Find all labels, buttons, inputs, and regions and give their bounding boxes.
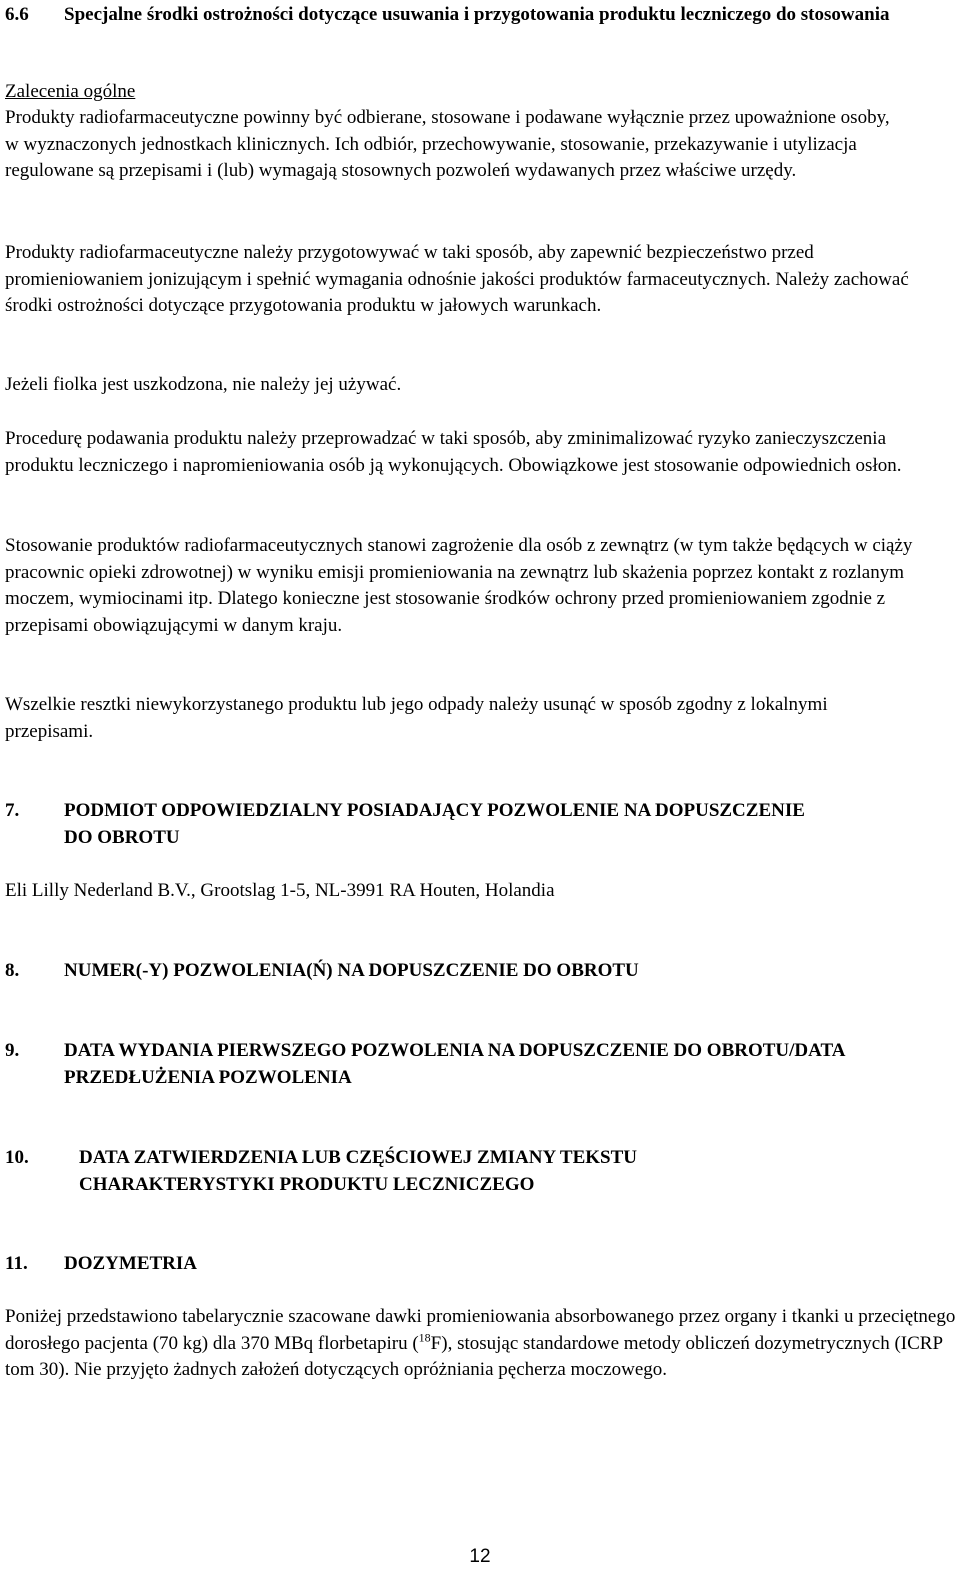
paragraph: Produkty radiofarmaceutyczne należy przygotowywać w taki sposób, aby zapewnić bezpieczeństwo przed promieniowaniem jonizującym i spełnić wymagania odnośnie jakości produktów farmaceutycznych. Należy zachować środki ostrożności dotyczące przygotowania produktu w jałowych warunkach. — [5, 242, 909, 317]
section-number: 11. — [5, 1253, 28, 1274]
section-9-heading — [5, 1038, 885, 1091]
marketing-authorisation-holder: Eli Lilly Nederland B.V., Grootslag 1-5, NL-3991 RA Houten, Holandia — [5, 880, 555, 901]
section-11-heading — [5, 1251, 960, 1278]
section-title: Specjalne środki ostrożności dotyczące usuwania i przygotowania produktu leczniczego do stosowania — [64, 4, 890, 25]
section-title: NUMER(-Y) POZWOLENIA(Ń) NA DOPUSZCZENIE DO OBROTU — [64, 960, 639, 981]
section-number: 6.6 — [5, 4, 29, 25]
isotope-mass-number: 18 — [418, 1330, 431, 1345]
section-10-heading — [5, 1145, 805, 1198]
section-number: 10. — [5, 1147, 29, 1168]
section-7-heading — [5, 798, 805, 851]
dosimetry-text-part-1: Poniżej przedstawiono tabelarycznie szacowane dawki promieniowania absorbowanego przez organy i tkanki u przeciętnego dorosłego pacjenta (70 kg) dla 370 MBq florbetapiru ( — [5, 1306, 956, 1354]
dosimetry-paragraph — [5, 1304, 960, 1384]
section-title: PODMIOT ODPOWIEDZIALNY POSIADAJĄCY POZWOLENIE NA DOPUSZCZENIE DO OBROTU — [64, 800, 805, 848]
section-number: 8. — [5, 960, 20, 981]
paragraph: Stosowanie produktów radiofarmaceutycznych stanowi zagrożenie dla osób z zewnątrz (w tym także będących w ciąży pracownic opieki zdrowotnej) w wyniku emisji promieniowania na zewnątrz lub skażenia poprzez kontakt z rozlanym moczem, wymiocinami itp. Dlatego konieczne jest stosowanie środków ochrony przed promieniowaniem zgodnie z przepisami obowiązującymi w danym kraju. — [5, 535, 913, 636]
paragraph: Procedurę podawania produktu należy przeprowadzać w taki sposób, aby zminimalizować ryzyko zanieczyszczenia produktu leczniczego i napromieniowania osób ją wykonujących. Obowiązkowe jest stosowanie odpowiednich osłon. — [5, 428, 902, 476]
section-number: 9. — [5, 1040, 20, 1061]
section-6-6-heading — [5, 2, 960, 29]
section-title: DATA ZATWIERDZENIA LUB CZĘŚCIOWEJ ZMIANY TEKSTU CHARAKTERYSTYKI PRODUKTU LECZNICZEGO — [79, 1147, 637, 1195]
page-number: 12 — [469, 1546, 491, 1567]
section-8-heading — [5, 958, 960, 985]
paragraph: Jeżeli fiolka jest uszkodzona, nie należy jej używać. — [5, 374, 402, 395]
dosimetry-text-part-2: F), stosując standardowe metody obliczeń dozymetrycznych (ICRP tom 30). Nie przyjęto żadnych założeń dotyczących opróżniania pęcherza moczowego. — [5, 1332, 943, 1381]
paragraph: Produkty radiofarmaceutyczne powinny być odbierane, stosowane i podawane wyłącznie przez upoważnione osoby, w wyznaczonych jednostkach klinicznych. Ich odbiór, przechowywanie, stosowanie, przekazywanie i utylizacja regulowane są przepisami i (lub) wymagają stosownych pozwoleń wydawanych przez właściwe urzędy. — [5, 107, 890, 182]
section-number: 7. — [5, 800, 20, 821]
paragraph: Wszelkie resztki niewykorzystanego produktu lub jego odpady należy usunąć w sposób zgodny z lokalnymi przepisami. — [5, 694, 828, 742]
section-title: DOZYMETRIA — [64, 1253, 198, 1274]
subheading: Zalecenia ogólne — [5, 81, 136, 102]
section-title: DATA WYDANIA PIERWSZEGO POZWOLENIA NA DOPUSZCZENIE DO OBROTU/DATA PRZEDŁUŻENIA POZWOLENIA — [64, 1040, 845, 1088]
